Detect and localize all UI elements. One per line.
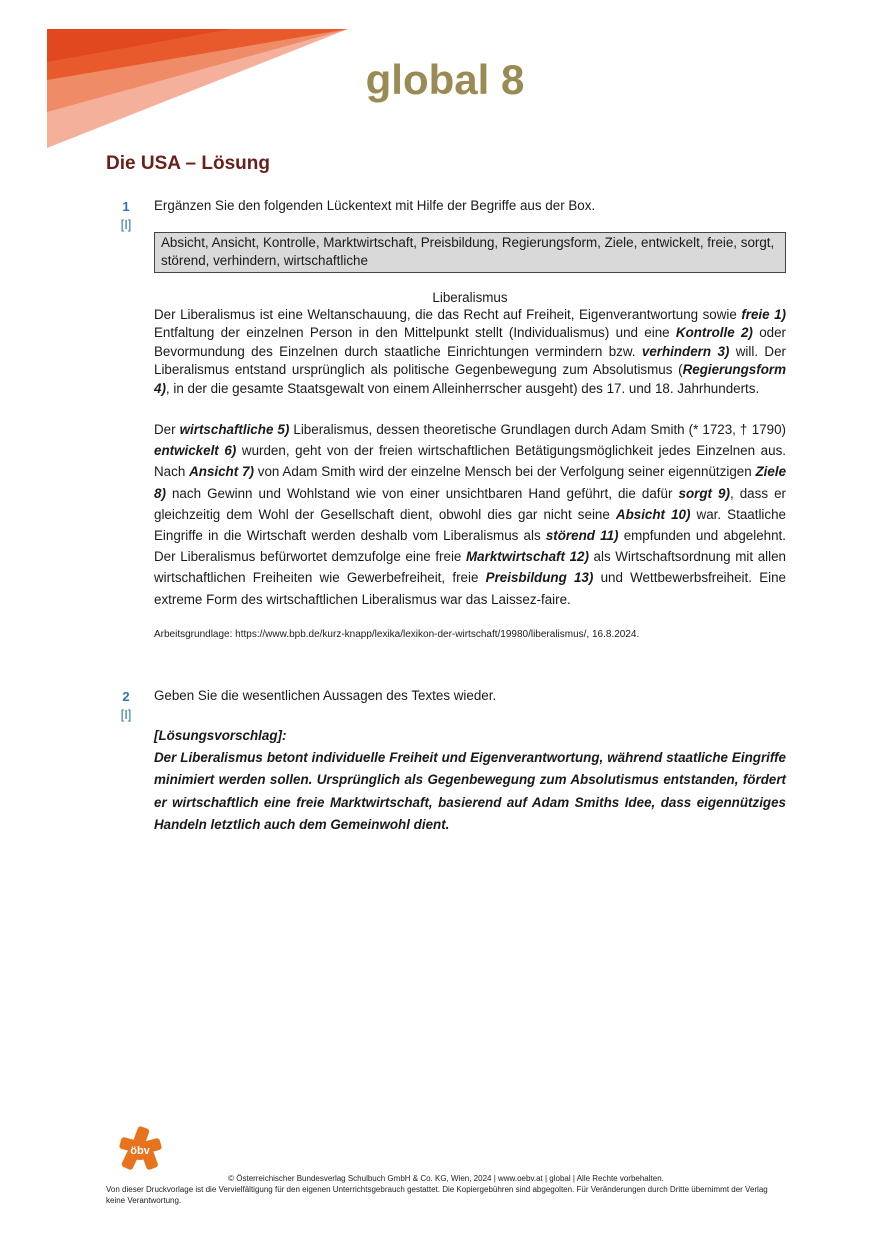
- answer-9: sorgt 9): [678, 485, 730, 501]
- task-1-number-block: [112, 198, 140, 234]
- task-2-instruction: Geben Sie die wesentlichen Aussagen des Textes wieder.: [154, 688, 497, 703]
- brand-title: global 8: [365, 56, 525, 103]
- svg-text:öbv: öbv: [130, 1145, 150, 1157]
- passage-paragraph-2: [154, 419, 786, 610]
- answer-8: Ziele 8): [154, 464, 787, 501]
- passage-text: empfunden und abgelehnt. Der Liberalismus befürwortet demzufolge eine freie: [154, 528, 786, 565]
- answer-10: Absicht 10): [615, 506, 691, 522]
- term-box: Absicht, Ansicht, Kontrolle, Marktwirtschaft, Preisbildung, Regierungsform, Ziele, entwickelt, freie, sorgt, störend, verhindern, wirtschaftliche: [154, 232, 786, 273]
- solution-block: [154, 725, 786, 836]
- passage-text: , in der die gesamte Staatsgewalt von einem Alleinherrscher ausgeht) des 17. und 18. Jahrhunderts.: [165, 380, 760, 396]
- solution-text: Der Liberalismus betont individuelle Freiheit und Eigenverantwortung, während staatliche Eingriffe minimiert werden sollen. Ursprünglich als Gegenbewegung zum Absolutismus entstanden, fördert er wirtschaftlich eine freie Marktwirtschaft, basierend auf Adam Smiths Idee, dass eigennütziges Handeln letztlich auch dem Gemeinwohl dient.: [154, 750, 786, 832]
- passage-text: Liberalismus, dessen theoretische Grundlagen durch Adam Smith (* 1723, † 1790): [289, 422, 786, 437]
- answer-5: wirtschaftliche 5): [179, 422, 290, 437]
- answer-13: Preisbildung 13): [485, 570, 594, 586]
- answer-12: Marktwirtschaft 12): [466, 549, 589, 565]
- answer-6: entwickelt 6): [154, 443, 237, 459]
- answer-7: Ansicht 7): [189, 464, 254, 480]
- passage-paragraph-1: [154, 306, 786, 398]
- task-1-instruction: Ergänzen Sie den folgenden Lückentext mit Hilfe der Begriffe aus der Box.: [154, 198, 596, 213]
- footer-disclaimer: Von dieser Druckvorlage ist die Vervielfältigung für den eigenen Unterrichtsgebrauch gestattet. Die Kopiergebühren sind abgegolten. Für Veränderungen durch Dritte übernimmt der Verlag keine Verantwortung.: [106, 1185, 768, 1205]
- passage-text: wurden, geht von der freien wirtschaftlichen Betätigungsmöglichkeit jedes Einzelnen aus. Nach: [154, 443, 786, 480]
- passage-text: Der Liberalismus ist eine Weltanschauung, die das Recht auf Freiheit, Eigenverantwortung sowie: [154, 307, 742, 322]
- passage-text: oder Bevormundung des Einzelnen durch staatliche Einrichtungen vermindern bzw.: [154, 325, 786, 359]
- passage-text: , dass er gleichzeitig dem Wohl der Gesellschaft dient, obwohl dies gar nicht seine: [154, 485, 786, 522]
- source-citation: Arbeitsgrundlage: https://www.bpb.de/kurz-knapp/lexika/lexikon-der-wirtschaft/19980/liberalismus/, 16.8.2024.: [154, 629, 640, 640]
- footer: [106, 1173, 786, 1206]
- solution-label: [Lösungsvorschlag]:: [154, 728, 287, 743]
- answer-11: störend 11): [545, 528, 619, 544]
- task-2-level: [I]: [120, 707, 132, 722]
- task-2-number-block: [112, 688, 140, 724]
- task-1-number: 1: [122, 199, 130, 214]
- answer-2: Kontrolle 2): [675, 325, 753, 341]
- passage-text: als Wirtschaftsordnung mit allen wirtschaftlichen Freiheiten wie Gewerbefreiheit, freie: [154, 549, 786, 586]
- oebv-logo-icon: [118, 1126, 162, 1170]
- task-1-level: [I]: [120, 217, 132, 232]
- task-2-number: 2: [122, 689, 130, 704]
- passage-text: Entfaltung der einzelnen Person in den Mittelpunkt stellt (Individualismus) und eine: [154, 325, 676, 341]
- passage-title: Liberalismus: [432, 290, 508, 305]
- footer-copyright: © Österreichischer Bundesverlag Schulbuch GmbH & Co. KG, Wien, 2024 | www.oebv.at | global | Alle Rechte vorbehalten.: [228, 1174, 664, 1183]
- passage-text: Der: [154, 422, 180, 437]
- passage-text: nach Gewinn und Wohlstand wie von einer unsichtbaren Hand geführt, die dafür: [165, 485, 679, 501]
- passage-text: und Wettbewerbsfreiheit. Eine extreme Form des wirtschaftlichen Liberalismus war das Laissez-faire.: [154, 570, 786, 607]
- answer-3: verhindern 3): [641, 343, 730, 359]
- passage-text: von Adam Smith wird der einzelne Mensch bei der Verfolgung seiner eigennützigen: [253, 464, 756, 480]
- passage-text: war. Staatliche Eingriffe in die Wirtschaft werden deshalb vom Liberalismus als: [154, 506, 786, 544]
- answer-1: freie 1): [741, 307, 786, 322]
- page-title: Die USA – Lösung: [106, 153, 270, 174]
- answer-4: Regierungsform 4): [154, 362, 786, 396]
- passage-text: will. Der Liberalismus entstand ursprünglich als politische Gegenbewegung zum Absolutismus (: [154, 343, 786, 378]
